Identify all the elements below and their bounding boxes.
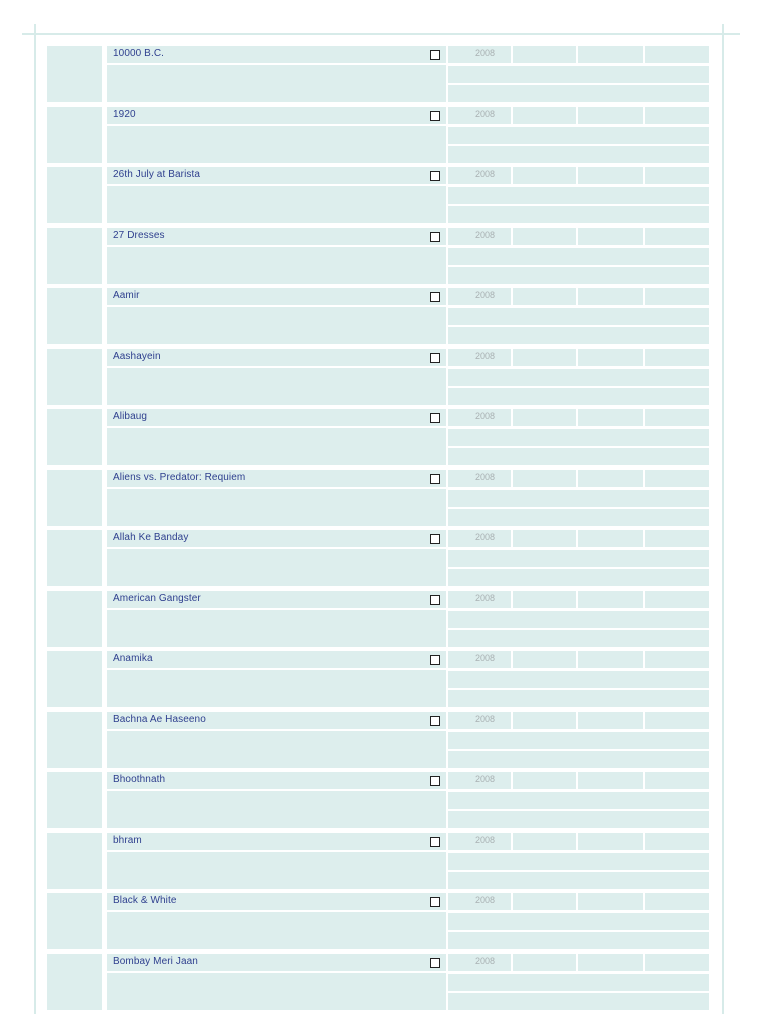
frame-right-line xyxy=(722,24,724,1014)
movie-title: Black & White xyxy=(113,895,177,906)
notes-cell xyxy=(107,307,446,344)
empty-cell xyxy=(513,591,576,608)
index-cell xyxy=(47,167,102,223)
title-cell xyxy=(107,833,446,850)
movie-title: 27 Dresses xyxy=(113,229,165,241)
movie-title: Anamika xyxy=(113,653,153,664)
notes-cell xyxy=(107,973,446,1010)
detail-row xyxy=(448,429,709,446)
list-item xyxy=(47,833,709,894)
empty-cell xyxy=(645,409,709,426)
empty-cell xyxy=(645,954,709,971)
select-checkbox[interactable] xyxy=(430,232,440,242)
detail-row xyxy=(448,66,709,83)
detail-row xyxy=(448,569,709,586)
movie-year: 2008 xyxy=(475,169,496,179)
empty-cell xyxy=(513,107,576,124)
empty-cell xyxy=(645,46,709,63)
movie-year: 2008 xyxy=(475,834,496,845)
empty-cell xyxy=(513,893,576,910)
movie-title: Aliens vs. Predator: Requiem xyxy=(113,471,246,483)
index-cell xyxy=(47,651,102,707)
detail-row xyxy=(448,327,709,344)
detail-row xyxy=(448,913,709,930)
detail-row xyxy=(448,206,709,223)
empty-cell xyxy=(578,833,643,850)
empty-cell xyxy=(578,530,643,547)
frame-top-line xyxy=(22,33,740,35)
index-cell xyxy=(47,712,102,768)
select-checkbox[interactable] xyxy=(430,292,440,302)
list-item xyxy=(47,772,709,833)
list-item xyxy=(47,167,709,228)
movie-title: 1920 xyxy=(113,108,136,120)
select-checkbox[interactable] xyxy=(430,474,440,484)
detail-row xyxy=(448,932,709,949)
index-cell xyxy=(47,833,102,889)
empty-cell xyxy=(578,167,643,184)
empty-cell xyxy=(645,833,709,850)
index-cell xyxy=(47,893,102,949)
movie-year: 2008 xyxy=(475,108,496,119)
detail-row xyxy=(448,630,709,647)
index-cell xyxy=(47,591,102,647)
movie-title: Bhoothnath xyxy=(113,774,166,785)
movie-year: 2008 xyxy=(475,713,496,724)
empty-cell xyxy=(578,349,643,366)
select-checkbox[interactable] xyxy=(430,413,440,423)
frame-left-line xyxy=(34,24,36,1014)
empty-cell xyxy=(513,349,576,366)
empty-cell xyxy=(645,107,709,124)
select-checkbox[interactable] xyxy=(430,171,440,181)
empty-cell xyxy=(645,530,709,547)
list-item xyxy=(47,530,709,591)
select-checkbox[interactable] xyxy=(430,897,440,907)
detail-row xyxy=(448,448,709,465)
empty-cell xyxy=(645,167,709,184)
index-cell xyxy=(47,349,102,405)
list-item xyxy=(47,591,709,652)
empty-cell xyxy=(513,46,576,63)
empty-cell xyxy=(578,893,643,910)
notes-cell xyxy=(107,852,446,889)
detail-row xyxy=(448,732,709,749)
index-cell xyxy=(47,46,102,102)
title-cell xyxy=(107,651,446,668)
select-checkbox[interactable] xyxy=(430,837,440,847)
detail-row xyxy=(448,792,709,809)
movie-title: 10000 B.C. xyxy=(113,48,165,59)
list-item xyxy=(47,651,709,712)
list-item xyxy=(47,893,709,954)
empty-cell xyxy=(513,470,576,487)
empty-cell xyxy=(513,651,576,668)
movie-year: 2008 xyxy=(475,592,496,603)
movie-year: 2008 xyxy=(475,229,496,240)
detail-row xyxy=(448,308,709,325)
movie-title: bhram xyxy=(113,834,142,846)
movie-year: 2008 xyxy=(475,955,496,966)
movie-title: American Gangster xyxy=(113,592,201,604)
detail-row xyxy=(448,811,709,828)
empty-cell xyxy=(578,591,643,608)
empty-cell xyxy=(513,228,576,245)
movie-year: 2008 xyxy=(475,350,496,361)
list-item xyxy=(47,107,709,168)
notes-cell xyxy=(107,65,446,102)
movie-title: Allah Ke Banday xyxy=(113,532,189,543)
movie-title: Aamir xyxy=(113,290,140,301)
empty-cell xyxy=(645,772,709,789)
list-item xyxy=(47,349,709,410)
index-cell xyxy=(47,288,102,344)
empty-cell xyxy=(645,228,709,245)
empty-cell xyxy=(645,712,709,729)
list-item xyxy=(47,228,709,289)
detail-row xyxy=(448,490,709,507)
empty-cell xyxy=(578,288,643,305)
index-cell xyxy=(47,470,102,526)
select-checkbox[interactable] xyxy=(430,534,440,544)
list-item xyxy=(47,712,709,773)
detail-row xyxy=(448,187,709,204)
empty-cell xyxy=(578,46,643,63)
empty-cell xyxy=(578,772,643,789)
movie-year: 2008 xyxy=(475,895,496,905)
select-checkbox[interactable] xyxy=(430,50,440,60)
title-cell xyxy=(107,409,446,426)
list-item xyxy=(47,288,709,349)
notes-cell xyxy=(107,428,446,465)
empty-cell xyxy=(645,349,709,366)
empty-cell xyxy=(578,107,643,124)
movie-title: Alibaug xyxy=(113,411,148,422)
detail-row xyxy=(448,974,709,991)
movie-year: 2008 xyxy=(475,653,496,663)
notes-cell xyxy=(107,126,446,163)
empty-cell xyxy=(578,712,643,729)
list-item xyxy=(47,409,709,470)
notes-cell xyxy=(107,489,446,526)
movie-year: 2008 xyxy=(475,48,496,58)
index-cell xyxy=(47,530,102,586)
detail-row xyxy=(448,853,709,870)
detail-row xyxy=(448,248,709,265)
movie-year: 2008 xyxy=(475,290,496,300)
movie-year: 2008 xyxy=(475,471,496,482)
notes-cell xyxy=(107,731,446,768)
list-item xyxy=(47,470,709,531)
detail-row xyxy=(448,872,709,889)
title-cell xyxy=(107,107,446,124)
select-checkbox[interactable] xyxy=(430,716,440,726)
index-cell xyxy=(47,772,102,828)
index-cell xyxy=(47,409,102,465)
empty-cell xyxy=(645,893,709,910)
empty-cell xyxy=(578,409,643,426)
select-checkbox[interactable] xyxy=(430,111,440,121)
detail-row xyxy=(448,550,709,567)
notes-cell xyxy=(107,791,446,828)
index-cell xyxy=(47,228,102,284)
notes-cell xyxy=(107,549,446,586)
index-cell xyxy=(47,954,102,1010)
empty-cell xyxy=(513,712,576,729)
detail-row xyxy=(448,85,709,102)
empty-cell xyxy=(513,409,576,426)
empty-cell xyxy=(513,772,576,789)
list-item xyxy=(47,46,709,107)
detail-row xyxy=(448,751,709,768)
notes-cell xyxy=(107,368,446,405)
select-checkbox[interactable] xyxy=(430,776,440,786)
movie-year: 2008 xyxy=(475,411,496,421)
empty-cell xyxy=(578,954,643,971)
empty-cell xyxy=(645,591,709,608)
detail-row xyxy=(448,671,709,688)
notes-cell xyxy=(107,186,446,223)
empty-cell xyxy=(513,833,576,850)
select-checkbox[interactable] xyxy=(430,353,440,363)
detail-row xyxy=(448,127,709,144)
detail-row xyxy=(448,509,709,526)
index-cell xyxy=(47,107,102,163)
notes-cell xyxy=(107,670,446,707)
empty-cell xyxy=(645,288,709,305)
empty-cell xyxy=(578,228,643,245)
notes-cell xyxy=(107,912,446,949)
detail-row xyxy=(448,267,709,284)
detail-row xyxy=(448,611,709,628)
detail-row xyxy=(448,388,709,405)
movie-year: 2008 xyxy=(475,774,496,784)
title-cell xyxy=(107,288,446,305)
select-checkbox[interactable] xyxy=(430,595,440,605)
detail-row xyxy=(448,369,709,386)
empty-cell xyxy=(578,651,643,668)
empty-cell xyxy=(513,954,576,971)
movie-title: Bombay Meri Jaan xyxy=(113,955,198,967)
detail-row xyxy=(448,690,709,707)
movie-title: Bachna Ae Haseeno xyxy=(113,713,206,725)
select-checkbox[interactable] xyxy=(430,958,440,968)
empty-cell xyxy=(513,530,576,547)
movie-year: 2008 xyxy=(475,532,496,542)
empty-cell xyxy=(513,288,576,305)
movie-title: Aashayein xyxy=(113,350,161,362)
list-item xyxy=(47,954,709,1015)
empty-cell xyxy=(578,470,643,487)
empty-cell xyxy=(513,167,576,184)
select-checkbox[interactable] xyxy=(430,655,440,665)
empty-cell xyxy=(645,651,709,668)
empty-cell xyxy=(645,470,709,487)
notes-cell xyxy=(107,247,446,284)
detail-row xyxy=(448,993,709,1010)
movie-list xyxy=(47,46,709,1014)
notes-cell xyxy=(107,610,446,647)
movie-title: 26th July at Barista xyxy=(113,169,201,180)
detail-row xyxy=(448,146,709,163)
